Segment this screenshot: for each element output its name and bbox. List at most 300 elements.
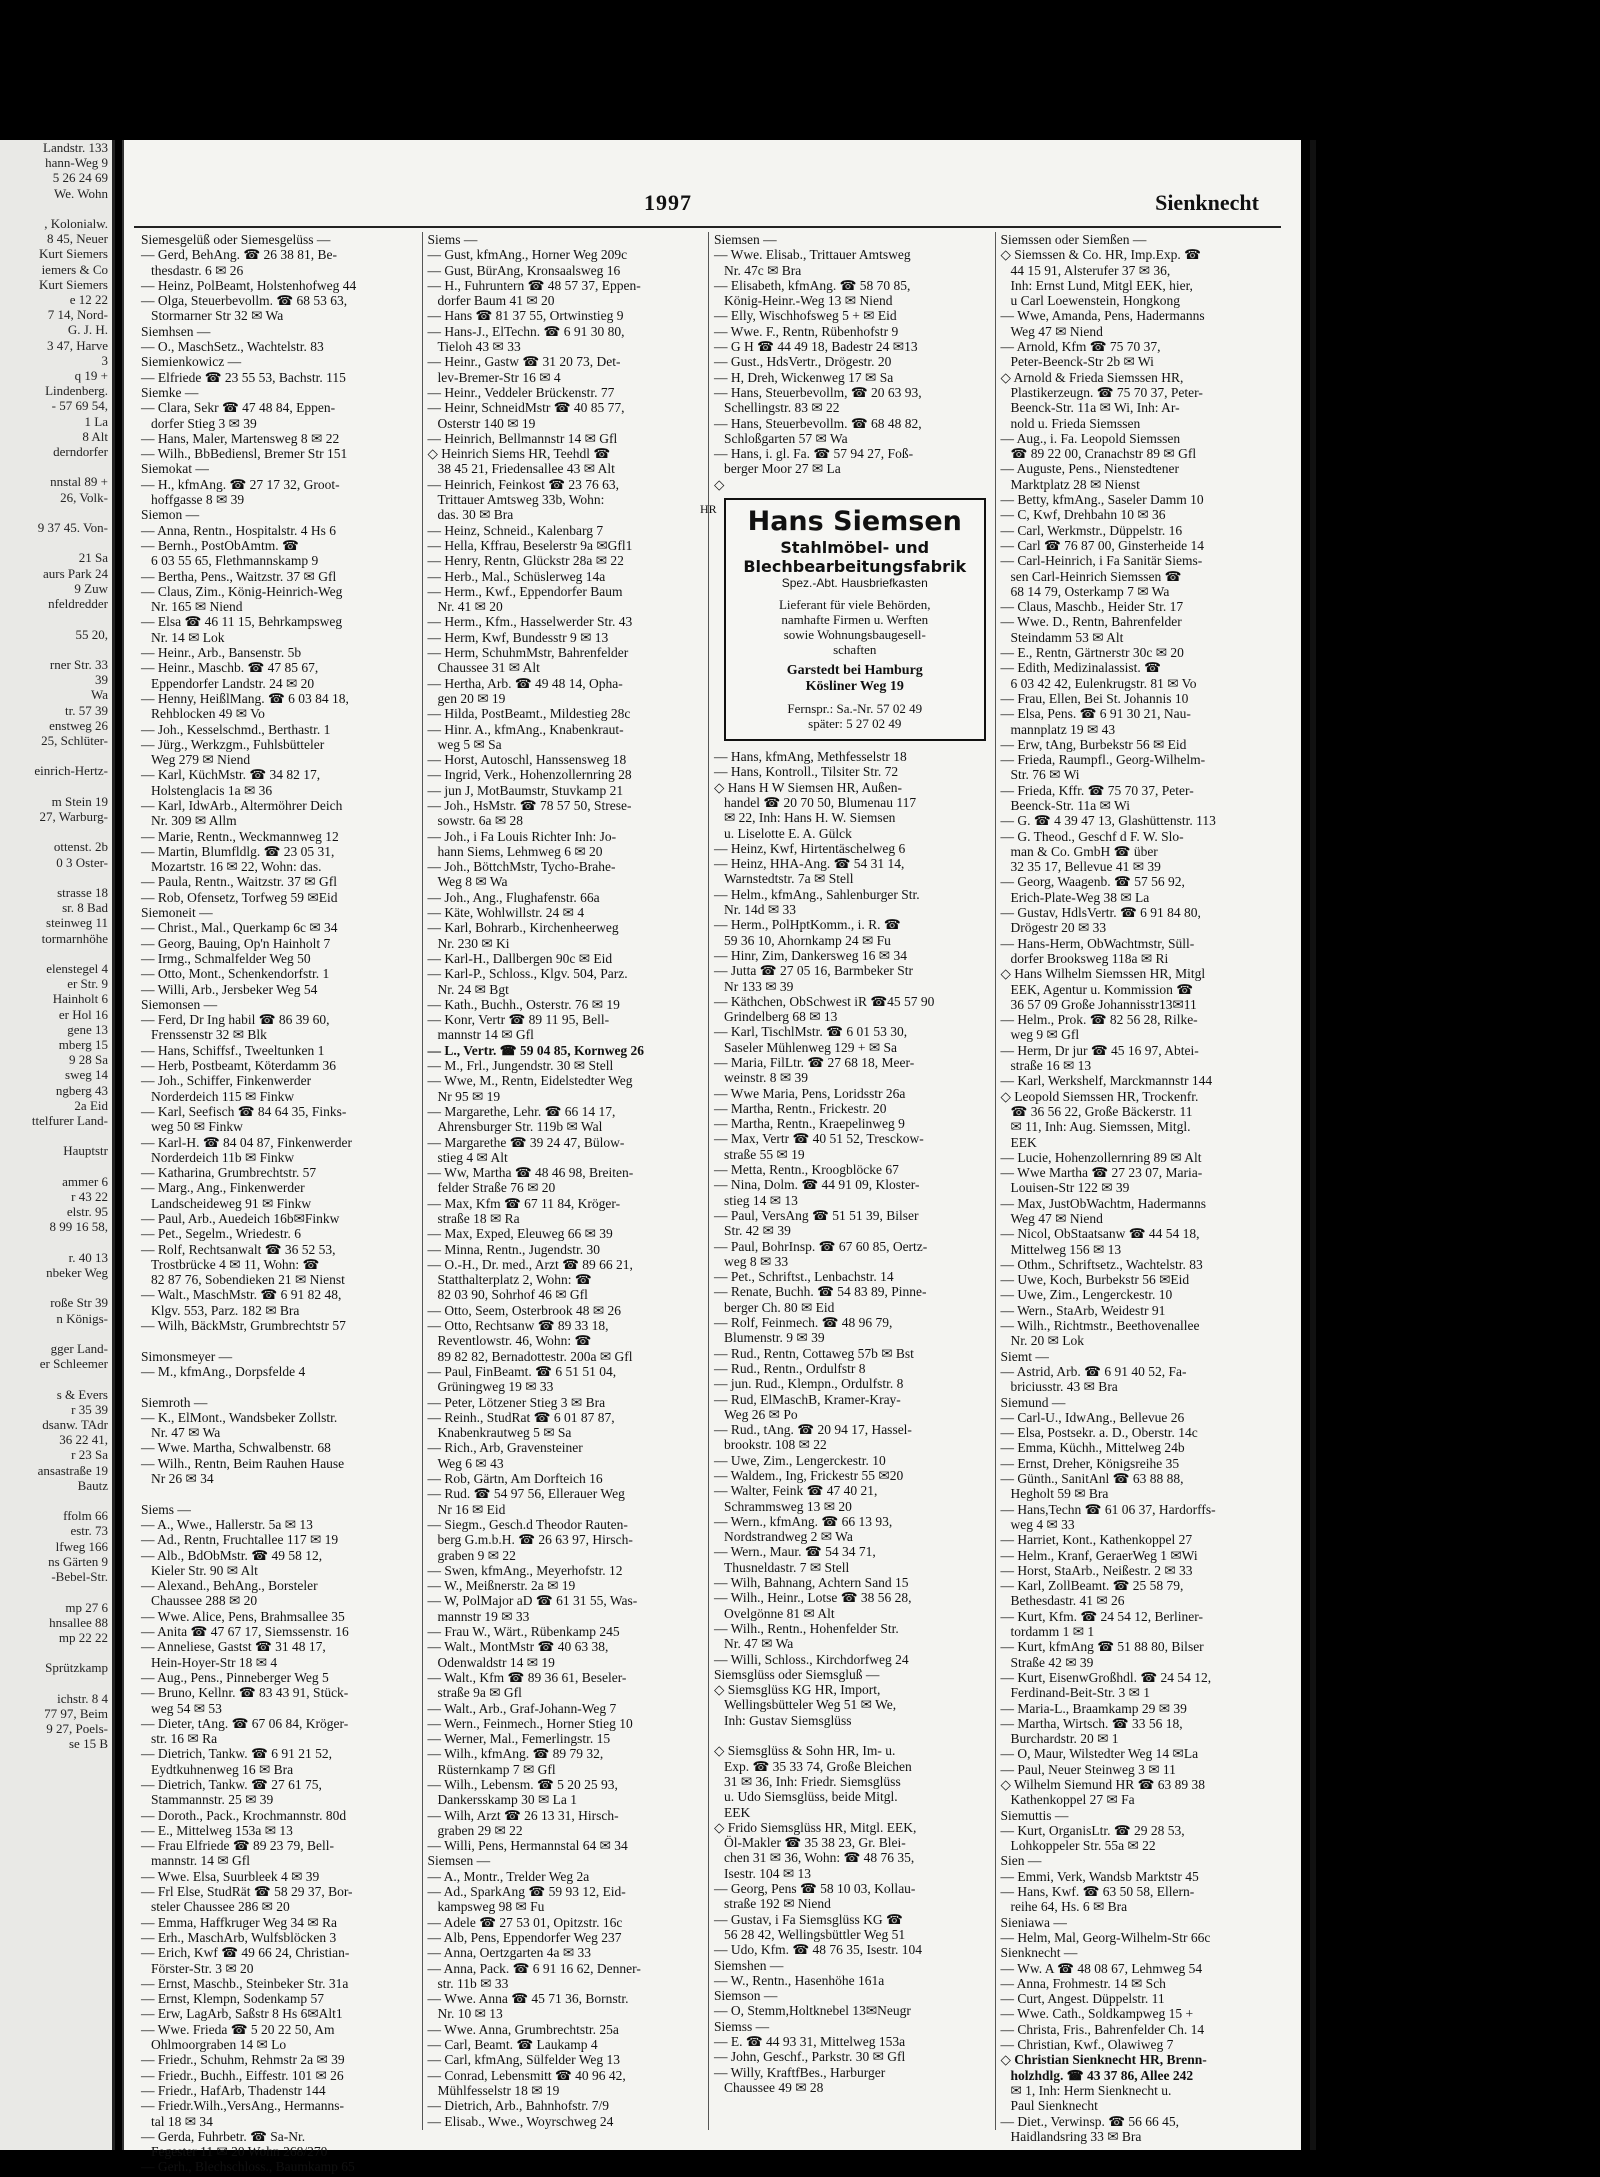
facing-page-line bbox=[0, 1280, 112, 1295]
directory-entry-line: — Anna, Rentn., Hospitalstr. 4 Hs 6 bbox=[141, 522, 336, 538]
ad-place-1: Garstedt bei Hamburg bbox=[786, 663, 923, 679]
directory-entry-line: — K., ElMont., Wandsbeker Zollstr. bbox=[141, 1409, 338, 1425]
directory-entry-line: Saseler Mühlenweg 129 + ✉ Sa bbox=[724, 1039, 898, 1055]
directory-entry-line: — Joh., BöttchMstr, Tycho-Brahe- bbox=[427, 859, 616, 875]
directory-entry-line: — Ernst, Klempn, Sodenkamp 57 bbox=[141, 1991, 324, 2007]
directory-entry-line: kampsweg 98 ✉ Fu bbox=[437, 1899, 545, 1915]
directory-entry-line: thesdastr. 6 ✉ 26 bbox=[151, 262, 244, 278]
directory-entry-line: — Erh., MaschArb, Wulfsblöcken 3 bbox=[141, 1929, 337, 1945]
directory-entry-line: — Christa, Fris., Bahrenfelder Ch. 14 bbox=[1000, 2021, 1205, 2037]
directory-entry-line: — Hans, i. gl. Fa. ☎ 57 94 27, Foß- bbox=[714, 446, 914, 462]
directory-entry-line: — Karl, Bohrarb., Kirchenheerweg bbox=[427, 920, 619, 936]
directory-entry-line: Schrammsweg 13 ✉ 20 bbox=[724, 1498, 852, 1514]
directory-entry-line: — Hinr, Zim, Dankersweg 16 ✉ 34 bbox=[714, 947, 907, 963]
directory-entry-line: Frenssenstr 32 ✉ Blk bbox=[151, 1027, 267, 1043]
directory-entry-line: — Katharina, Grumbrechtstr. 57 bbox=[141, 1165, 317, 1181]
directory-entry-line: 44 15 91, Alsterufer 37 ✉ 36, bbox=[1010, 262, 1171, 278]
directory-entry-line: EEK bbox=[1010, 1134, 1037, 1150]
directory-entry-line: — Carl ☎ 76 87 00, Ginsterheide 14 bbox=[1000, 537, 1205, 553]
directory-entry-line: — Wwe. Anna ☎ 45 71 36, Bornstr. bbox=[427, 1991, 629, 2007]
directory-entry-line: — Reinh., StudRat ☎ 6 01 87 87, bbox=[427, 1409, 615, 1425]
directory-entry-line: graben 29 ✉ 22 bbox=[437, 1822, 523, 1838]
directory-entry-line: — John, Geschf., Parkstr. 30 ✉ Gfl bbox=[714, 2049, 906, 2065]
directory-entry-line: Kathenkoppel 27 ✉ Fa bbox=[1010, 1792, 1135, 1808]
directory-entry-line: — Erw, tAng, Burbekstr 56 ✉ Eid bbox=[1000, 736, 1187, 752]
directory-entry-line: Straße 42 ✉ 39 bbox=[1010, 1654, 1094, 1670]
directory-entry-line: berg G.m.b.H. ☎ 26 63 97, Hirsch- bbox=[437, 1532, 633, 1548]
directory-entry-line: — Friedr.Wilh.,VersAng., Hermanns- bbox=[141, 2098, 345, 2114]
facing-page-line bbox=[0, 824, 112, 839]
directory-entry-line: — Karl-H. ☎ 84 04 87, Finkenwerder bbox=[141, 1134, 353, 1150]
directory-entry-line: — Horst, StaArb., Neißestr. 2 ✉ 33 bbox=[1000, 1562, 1193, 1578]
directory-entry-line: Hegholt 59 ✉ Bra bbox=[1010, 1486, 1109, 1502]
directory-entry-line: Siemke — bbox=[141, 384, 199, 400]
directory-entry-line: — Konr, Vertr ☎ 89 11 95, Bell- bbox=[427, 1012, 610, 1028]
facing-page-line: steinweg 11 bbox=[46, 915, 108, 931]
directory-entry-line: Siemuttis — bbox=[1000, 1807, 1069, 1823]
directory-entry-line: — Wilh, Arzt ☎ 26 13 31, Hirsch- bbox=[427, 1807, 619, 1823]
directory-entry-line: Weg 6 ✉ 43 bbox=[437, 1455, 504, 1471]
directory-entry-line: — Wilh, Bahnang, Achtern Sand 15 bbox=[714, 1575, 909, 1591]
directory-entry-line: Öl-Makler ☎ 35 38 23, Gr. Blei- bbox=[724, 1835, 906, 1851]
directory-entry-line: — Kurt, Kfm. ☎ 24 54 12, Berliner- bbox=[1000, 1608, 1204, 1624]
directory-entry-line: Rüsternkamp 7 ✉ Gfl bbox=[437, 1761, 556, 1777]
directory-entry-line: — Rob, Ofensetz, Torfweg 59 ✉Eid bbox=[141, 889, 338, 905]
directory-entry-line: — Helm., kfmAng., Sahlenburger Str. bbox=[714, 886, 920, 902]
directory-entry-line: Mozartstr. 16 ✉ 22, Wohn: das. bbox=[151, 859, 322, 875]
facing-page-line: nbeker Weg bbox=[46, 1265, 108, 1281]
facing-page-line: ffolm 66 bbox=[63, 1508, 108, 1524]
facing-page-line bbox=[0, 870, 112, 885]
facing-page-line bbox=[0, 535, 112, 550]
directory-entry-line: — Ernst, Maschb., Steinbeker Str. 31a bbox=[141, 1975, 349, 1991]
directory-entry-line: — Aug., i. Fa. Leopold Siemssen bbox=[1000, 430, 1181, 446]
directory-entry-line: — Frieda, Raumpfl., Georg-Wilhelm- bbox=[1000, 752, 1206, 768]
directory-entry-line: u. Udo Siemsglüss, beide Mitgl. bbox=[724, 1789, 898, 1805]
directory-entry-line: — Karl-H., Dallbergen 90c ✉ Eid bbox=[427, 950, 613, 966]
directory-entry-line: — A., Montr., Trelder Weg 2a bbox=[427, 1868, 590, 1884]
directory-entry-line: — Paula, Rentn., Waitzstr. 37 ✉ Gfl bbox=[141, 874, 337, 890]
directory-entry-line: — Jutta ☎ 27 05 16, Barmbeker Str bbox=[714, 963, 914, 979]
directory-entry-line: — jun. Rud., Klempn., Ordulfstr. 8 bbox=[714, 1376, 904, 1392]
directory-entry-line: — Lucie, Hohenzollernring 89 ✉ Alt bbox=[1000, 1149, 1202, 1165]
directory-entry-line: — Wwe, M., Rentn, Eidelstedter Weg bbox=[427, 1073, 633, 1089]
directory-entry-line: — Bertha, Pens., Waitzstr. 37 ✉ Gfl bbox=[141, 568, 337, 584]
directory-entry-line: — Kath., Buchh., Osterstr. 76 ✉ 19 bbox=[427, 996, 620, 1012]
directory-entry-line: — Willi, Pens, Hermannstal 64 ✉ 34 bbox=[427, 1838, 628, 1854]
directory-entry-line: str. 11b ✉ 33 bbox=[437, 1975, 509, 1991]
directory-entry-line: Nr 26 ✉ 34 bbox=[151, 1471, 214, 1487]
directory-entry-line: — M., Frl., Jungendstr. 30 ✉ Stell bbox=[427, 1058, 614, 1074]
directory-entry-line: Odenwaldstr 14 ✉ 19 bbox=[437, 1654, 555, 1670]
directory-entry-line: — Diet., Verwinsp. ☎ 56 66 45, bbox=[1000, 2113, 1180, 2129]
directory-entry-line: — Walter, Feink ☎ 47 40 21, bbox=[714, 1483, 878, 1499]
facing-page-line: 3 47, Harve bbox=[46, 337, 108, 353]
directory-entry-line: Paul Sienknecht bbox=[1010, 2098, 1098, 2114]
directory-entry-line: — Karl, Seefisch ☎ 84 64 35, Finks- bbox=[141, 1103, 347, 1119]
directory-entry-line: — Anna, Oertzgarten 4a ✉ 33 bbox=[427, 1945, 592, 1961]
directory-entry-line: — Metta, Rentn., Kroogblöcke 67 bbox=[714, 1162, 899, 1178]
directory-entry-line: 59 36 10, Ahornkamp 24 ✉ Fu bbox=[724, 932, 891, 948]
directory-entry-line: u Carl Loewenstein, Hongkong bbox=[1010, 293, 1180, 309]
facing-page-line bbox=[0, 1326, 112, 1341]
directory-entry-line: Grüningweg 19 ✉ 33 bbox=[437, 1379, 554, 1395]
facing-page-line: 0 3 Oster- bbox=[56, 854, 108, 870]
directory-entry-line: — Helm., Kranf, GeraerWeg 1 ✉Wi bbox=[1000, 1547, 1198, 1563]
directory-entry-line: — Günth., SanitAnl ☎ 63 88 88, bbox=[1000, 1471, 1184, 1487]
directory-entry-line: — Wwe. Frieda ☎ 5 20 22 50, Am bbox=[141, 2021, 335, 2037]
facing-page-line: 8 Alt bbox=[82, 428, 108, 444]
directory-entry-line: sen Carl-Heinrich Siemssen ☎ bbox=[1010, 568, 1182, 584]
directory-entry-line: — Marie, Rentn., Weckmannweg 12 bbox=[141, 828, 339, 844]
directory-entry-line: — Joh., Kesselschmd., Berthastr. 1 bbox=[141, 721, 331, 737]
directory-entry-line: Blumenstr. 9 ✉ 39 bbox=[724, 1330, 825, 1346]
facing-page-line: 39 bbox=[95, 672, 108, 688]
directory-entry-line: — Joh., HsMstr. ☎ 78 57 50, Strese- bbox=[427, 797, 632, 813]
facing-page-line: estr. 73 bbox=[70, 1523, 108, 1539]
directory-entry-line: — Wilh., BbBediensl, Bremer Str 151 bbox=[141, 446, 348, 462]
page-number: 1997 bbox=[644, 190, 692, 215]
directory-entry-line: — Betty, kfmAng., Saseler Damm 10 bbox=[1000, 492, 1204, 508]
directory-entry-line: — Renate, Buchh. ☎ 54 83 89, Pinne- bbox=[714, 1284, 927, 1300]
directory-entry-line: — Hinr. A., kfmAng., Knabenkraut- bbox=[427, 721, 624, 737]
directory-entry-line: — Swen, kfmAng., Meyerhofstr. 12 bbox=[427, 1562, 623, 1578]
directory-entry-line: — Clara, Sekr ☎ 47 48 84, Eppen- bbox=[141, 400, 336, 416]
facing-page-line: 1 La bbox=[84, 413, 108, 429]
directory-entry-line: 89 82 82, Bernadottestr. 200a ✉ Gfl bbox=[437, 1348, 633, 1364]
directory-entry-line: — M., kfmAng., Dorpsfelde 4 bbox=[141, 1363, 306, 1379]
directory-entry-line: Str. 42 ✉ 39 bbox=[724, 1223, 791, 1239]
column-3 bbox=[700, 232, 996, 2130]
directory-entry-line: — Minna, Rentn., Jugendstr. 30 bbox=[427, 1241, 600, 1257]
directory-entry-line: — Herm, Dr jur ☎ 45 16 97, Abtei- bbox=[1000, 1042, 1199, 1058]
directory-entry-line: — Herm., Kfm., Hasselwerder Str. 43 bbox=[427, 614, 633, 630]
directory-entry-line: Nr. 24 ✉ Bgt bbox=[437, 981, 509, 997]
directory-entry-line: — Nina, Dolm. ☎ 44 91 09, Kloster- bbox=[714, 1177, 920, 1193]
directory-entry-line: — Helm, Mal, Georg-Wilhelm-Str 66c bbox=[1000, 1929, 1211, 1945]
directory-entry-line: — Joh., Ang., Flughafenstr. 66a bbox=[427, 889, 600, 905]
facing-page-line: 36 22 41, bbox=[59, 1432, 108, 1448]
ad-title: Hans Siemsen bbox=[747, 506, 962, 538]
facing-page-line: rner Str. 33 bbox=[49, 656, 108, 672]
directory-entry-line: 36 57 09 Große Johannisstr13✉11 bbox=[1010, 996, 1197, 1012]
directory-entry-line: — Elly, Wischhofsweg 5 + ✉ Eid bbox=[714, 308, 897, 324]
directory-entry-line: 6 03 42 42, Eulenkrugstr. 81 ✉ Vo bbox=[1010, 675, 1197, 691]
directory-entry-line: — A., Wwe., Hallerstr. 5a ✉ 13 bbox=[141, 1516, 313, 1532]
directory-entry-line: — Ww, Martha ☎ 48 46 98, Breiten- bbox=[427, 1165, 634, 1181]
directory-entry-line: Nr. 47 ✉ Wa bbox=[724, 1636, 794, 1652]
directory-entry-line: Ferdinand-Beit-Str. 3 ✉ 1 bbox=[1010, 1685, 1151, 1701]
directory-entry-line: — Gerda, Fuhrbetr. ☎ Sa-Nr. bbox=[141, 2128, 306, 2144]
directory-entry-line: — Ferd, Dr Ing habil ☎ 86 39 60, bbox=[141, 1012, 330, 1028]
directory-entry-line: — Gerd, BehAng. ☎ 26 38 81, Be- bbox=[141, 247, 338, 263]
directory-entry-line: — Friedr., Buchh., Eiffestr. 101 ✉ 26 bbox=[141, 2067, 344, 2083]
directory-entry-line: Landscheideweg 91 ✉ Finkw bbox=[151, 1195, 312, 1211]
directory-entry-line: Nr. 309 ✉ Allm bbox=[151, 813, 237, 829]
directory-entry-line: Siemienkowicz — bbox=[141, 354, 242, 370]
directory-entry-line: — Walt., Arb., Graf-Johann-Weg 7 bbox=[427, 1700, 617, 1716]
facing-page-line: G. J. H. bbox=[67, 322, 108, 338]
directory-entry-line: — Curt, Angest. Düppelstr. 11 bbox=[1000, 1991, 1165, 2007]
facing-page-line: elstr. 95 bbox=[66, 1204, 108, 1220]
directory-entry-line: Rehblocken 49 ✉ Vo bbox=[151, 706, 265, 722]
directory-entry-line: — Martha, Rentn., Kraepelinweg 9 bbox=[714, 1116, 905, 1132]
directory-entry-line: — L., Vertr. ☎ 59 04 85, Kornweg 26 bbox=[427, 1042, 645, 1058]
directory-entry-line: — Otto, Mont., Schenkendorfstr. 1 bbox=[141, 966, 330, 982]
facing-page-line: 25, Schlüter- bbox=[41, 732, 108, 748]
directory-entry-line: — Wwe. Elsa, Suurbleek 4 ✉ 39 bbox=[141, 1868, 320, 1884]
directory-entry-line: — Herb., Mal., Schüslerweg 14a bbox=[427, 568, 606, 584]
directory-entry-line: — Hella, Kffrau, Beselerstr 9a ✉Gfl1 bbox=[427, 537, 633, 553]
directory-entry-line: Trostbrücke 4 ✉ 11, Wohn: ☎ bbox=[151, 1256, 320, 1272]
facing-page-line bbox=[0, 1159, 112, 1174]
directory-entry-line: — Claus, Maschb., Heider Str. 17 bbox=[1000, 599, 1184, 615]
directory-entry-line: — Heinz, PolBeamt, Holstenhofweg 44 bbox=[141, 277, 357, 293]
directory-entry-line: Siemss — bbox=[714, 2018, 770, 2034]
directory-entry-line: tal 18 ✉ 34 bbox=[151, 2113, 213, 2129]
directory-entry-line: — Wilh., kfmAng. ☎ 89 79 32, bbox=[427, 1746, 604, 1762]
facing-page-line bbox=[0, 505, 112, 520]
directory-entry-line: — Dieter, tAng. ☎ 67 06 84, Kröger- bbox=[141, 1715, 349, 1731]
directory-entry-line: — Käte, Wohlwillstr. 24 ✉ 4 bbox=[427, 905, 585, 921]
directory-entry-line: Siemokat — bbox=[141, 461, 209, 477]
facing-page-line: 9 Zuw bbox=[74, 580, 108, 596]
directory-entry-line: — Henry, Rentn, Glückstr 28a ✉ 22 bbox=[427, 553, 624, 569]
facing-page-line: r 43 22 bbox=[71, 1189, 108, 1205]
directory-entry-line: — Herm, SchuhmMstr, Bahrenfelder bbox=[427, 645, 629, 661]
directory-entry-line: — Walt., MontMstr ☎ 40 63 38, bbox=[427, 1639, 609, 1655]
facing-page-line: sr. 8 Bad bbox=[62, 900, 108, 916]
directory-entry-line: — Anneliese, Gastst ☎ 31 48 17, bbox=[141, 1639, 326, 1655]
directory-entry-line: — Hans, Steuerbevollm, ☎ 20 63 93, bbox=[714, 384, 922, 400]
directory-entry-line: berger Ch. 80 ✉ Eid bbox=[724, 1299, 835, 1315]
directory-entry-line: — G. ☎ 4 39 47 13, Glashüttenstr. 113 bbox=[1000, 813, 1216, 829]
directory-entry-line: Weg 47 ✉ Niend bbox=[1010, 1211, 1103, 1226]
directory-entry-line: — Astrid, Arb. ☎ 6 91 40 52, Fa- bbox=[1000, 1363, 1187, 1379]
directory-entry-line: Dankersskamp 30 ✉ La 1 bbox=[437, 1792, 578, 1808]
facing-page-line: 26, Volk- bbox=[60, 489, 108, 505]
directory-entry-line: — Doroth., Pack., Krochmannstr. 80d bbox=[141, 1807, 347, 1823]
directory-entry-line: — Adele ☎ 27 53 01, Opitzstr. 16c bbox=[427, 1914, 623, 1930]
directory-entry-line: straße 18 ✉ Ra bbox=[437, 1211, 520, 1226]
directory-entry-line: brookstr. 108 ✉ 22 bbox=[724, 1437, 827, 1453]
directory-entry-line: Nr. 41 ✉ 20 bbox=[437, 599, 503, 615]
directory-entry-line: — Kurt, OrganisLtr. ☎ 29 28 53, bbox=[1000, 1822, 1185, 1838]
directory-page bbox=[122, 140, 1301, 2175]
directory-entry-line: str. 16 ✉ Ra bbox=[151, 1731, 218, 1747]
directory-entry-line: ◇ Hans Wilhelm Siemssen HR, Mitgl bbox=[1000, 966, 1206, 982]
directory-entry-line: — Elisabeth, kfmAng. ☎ 58 70 85, bbox=[714, 277, 911, 293]
facing-page-line bbox=[0, 459, 112, 474]
facing-page-line bbox=[0, 611, 112, 626]
directory-entry-line: — Hertha, Arb. ☎ 49 48 14, Opha- bbox=[427, 675, 623, 691]
directory-entry-line: Chaussee 288 ✉ 20 bbox=[151, 1593, 258, 1609]
directory-entry-line: — Heinrich, Bellmannstr 14 ✉ Gfl bbox=[427, 430, 618, 446]
directory-entry-line: — Erw, LagArb, Saßstr 8 Hs 6✉Alt1 bbox=[141, 2006, 343, 2022]
directory-entry-line: Siemsglüss oder Siemsgluß — bbox=[714, 1666, 880, 1682]
directory-entry-line: — Karl, ZollBeamt. ☎ 25 58 79, bbox=[1000, 1578, 1184, 1594]
directory-entry-line: — E. ☎ 44 93 31, Mittelweg 153a bbox=[714, 2033, 906, 2049]
directory-entry-line: — Ad., Rentn, Fruchtallee 117 ✉ 19 bbox=[141, 1532, 339, 1548]
directory-entry-line: stieg 4 ✉ Alt bbox=[437, 1149, 508, 1165]
directory-entry-line: graben 9 ✉ 22 bbox=[437, 1547, 516, 1563]
directory-entry-line: Ohlmoorgraben 14 ✉ Lo bbox=[151, 2037, 287, 2053]
directory-entry-line: Sien — bbox=[1000, 1853, 1042, 1869]
directory-entry-line: — Heinrich, Feinkost ☎ 23 76 63, bbox=[427, 476, 620, 492]
directory-entry-line: — Rud. ☎ 54 97 56, Ellerauer Weg bbox=[427, 1486, 625, 1502]
facing-page-line: 8 99 16 58, bbox=[49, 1219, 108, 1235]
directory-entry-line: 82 03 90, Sohrhof 46 ✉ Gfl bbox=[437, 1287, 588, 1303]
directory-entry-line: — Uwe, Zim., Lengerckestr. 10 bbox=[714, 1452, 886, 1468]
directory-entry-line: — Wwe. Anna, Grumbrechtstr. 25a bbox=[427, 2021, 619, 2037]
facing-page-line: ottenst. 2b bbox=[53, 839, 108, 855]
directory-entry-line: — Rolf, Feinmech. ☎ 48 96 79, bbox=[714, 1315, 893, 1331]
directory-entry-line: — Heinr., Gastw ☎ 31 20 73, Det- bbox=[427, 354, 621, 370]
directory-entry-line: Norderdeich 11b ✉ Finkw bbox=[151, 1149, 295, 1165]
directory-entry-line: — Hans, Kontroll., Tilsiter Str. 72 bbox=[714, 764, 899, 780]
directory-entry-line: — Kurt, kfmAng ☎ 51 88 80, Bilser bbox=[1000, 1639, 1204, 1655]
directory-entry-line: — Carl-U., IdwAng., Bellevue 26 bbox=[1000, 1409, 1185, 1425]
facing-page-line bbox=[0, 779, 112, 794]
directory-entry-line: Inh: Gustav Siemsglüss bbox=[724, 1712, 852, 1728]
directory-entry-line: ◇ Leopold Siemssen HR, Trockenfr. bbox=[1000, 1088, 1199, 1104]
directory-entry-line: — Henny, HeißlMang. ☎ 6 03 84 18, bbox=[141, 690, 349, 706]
directory-entry-line: Beenck-Str. 11a ✉ Wi bbox=[1010, 797, 1130, 813]
directory-entry-line: — Hans, Steuerbevollm. ☎ 68 48 82, bbox=[714, 415, 922, 431]
facing-page-line: 3 bbox=[101, 352, 108, 368]
facing-page-line bbox=[0, 1645, 112, 1660]
directory-entry-line: — Ad., SparkAng ☎ 59 93 12, Eid- bbox=[427, 1884, 626, 1900]
directory-entry-line bbox=[714, 1728, 990, 1743]
facing-page-line: 7 14, Nord- bbox=[47, 307, 108, 323]
directory-entry-line: — Georg, Waagenb. ☎ 57 56 92, bbox=[1000, 874, 1185, 890]
directory-entry-line: — Jürg., Werkzgm., Fuhlsbütteler bbox=[141, 736, 325, 752]
directory-entry-line: — Udo, Kfm. ☎ 48 76 35, Isestr. 104 bbox=[714, 1942, 923, 1958]
facing-page-fragment bbox=[0, 140, 115, 2150]
directory-entry-line: Haidlandsring 33 ✉ Bra bbox=[1010, 2128, 1142, 2144]
facing-page-line: 2a Eid bbox=[74, 1097, 108, 1113]
directory-entry-line: — Heinz, Schneid., Kalenbarg 7 bbox=[427, 522, 604, 538]
directory-entry-line: Wellingsbütteler Weg 51 ✉ We, bbox=[724, 1697, 897, 1713]
directory-entry-line: Weg 8 ✉ Wa bbox=[437, 874, 508, 890]
facing-page-line: 9 27, Poels- bbox=[46, 1721, 108, 1737]
facing-page-line bbox=[0, 1371, 112, 1386]
directory-entry-line: — Wern., Maur. ☎ 54 34 71, bbox=[714, 1544, 876, 1560]
directory-entry-line: Siemhsen — bbox=[141, 323, 211, 339]
directory-entry-line: — Max, JustObWachtm, Hadermanns bbox=[1000, 1195, 1206, 1211]
directory-entry-line: — Martha, Rentn., Frickestr. 20 bbox=[714, 1100, 887, 1116]
facing-page-line: er Str. 9 bbox=[67, 976, 108, 992]
directory-entry-line: Lohkoppeler Str. 55a ✉ 22 bbox=[1010, 1838, 1156, 1854]
directory-entry-line: — Werner, Mal., Femerlingstr. 15 bbox=[427, 1731, 611, 1747]
facing-page-line: ns Gärten 9 bbox=[48, 1553, 108, 1569]
facing-page-line: 27, Warburg- bbox=[39, 808, 108, 824]
directory-entry-line: — Wilh., Rentn, Beim Rauhen Hause bbox=[141, 1455, 345, 1471]
directory-entry-line: chen 31 ✉ 36, Wohn: ☎ 48 76 35, bbox=[724, 1850, 915, 1866]
directory-entry-line: — Max, Vertr ☎ 40 51 52, Tresckow- bbox=[714, 1131, 924, 1147]
directory-entry-line: weg 4 ✉ 33 bbox=[1010, 1516, 1075, 1532]
directory-entry-line: — Helm., Prok. ☎ 82 56 28, Rilke- bbox=[1000, 1012, 1198, 1028]
facing-page-line: n Königs- bbox=[56, 1310, 108, 1326]
directory-entry-line: — Max, Kfm ☎ 67 11 84, Kröger- bbox=[427, 1195, 621, 1211]
directory-entry-line: — G. Theod., Geschf d F. W. Slo- bbox=[1000, 828, 1184, 844]
directory-entry-line: dorfer Brooksweg 118a ✉ Ri bbox=[1010, 950, 1169, 966]
directory-entry-line: — Carl-Heinrich, i Fa Sanitär Siems- bbox=[1000, 553, 1203, 569]
directory-entry-line: Plastikerzeugn. ☎ 75 70 37, Peter- bbox=[1010, 384, 1203, 400]
directory-entry-line: Reventlowstr. 46, Wohn: ☎ bbox=[437, 1333, 592, 1349]
directory-entry-line: Tieloh 43 ✉ 33 bbox=[437, 339, 521, 355]
directory-entry-line: — Frau Elfriede ☎ 89 23 79, Bell- bbox=[141, 1838, 335, 1854]
advertisement-box bbox=[724, 498, 986, 741]
facing-page-line: ngberg 43 bbox=[55, 1082, 108, 1098]
directory-entry-line: Sienknecht — bbox=[1000, 1945, 1078, 1961]
facing-page-line: er Schleemer bbox=[39, 1356, 108, 1372]
directory-entry-line: — O.-H., Dr. med., Arzt ☎ 89 66 21, bbox=[427, 1256, 633, 1272]
directory-entry-line: Nr. 47c ✉ Bra bbox=[724, 262, 802, 278]
directory-entry-line: Nr. 230 ✉ Ki bbox=[437, 935, 510, 951]
directory-entry-line: Weg 47 ✉ Niend bbox=[1010, 323, 1103, 339]
directory-entry-line: — Wilh., Heinr., Lotse ☎ 38 56 28, bbox=[714, 1590, 912, 1606]
facing-page-line: nnstal 89 + bbox=[50, 474, 108, 490]
directory-entry-line: — Friedr., Schuhm, Rehmstr 2a ✉ 39 bbox=[141, 2052, 345, 2068]
directory-entry-line: mannstr 14 ✉ Gfl bbox=[437, 1027, 534, 1043]
column-2 bbox=[423, 232, 710, 2130]
directory-entry-line: — Maria-L., Braamkamp 29 ✉ 39 bbox=[1000, 1700, 1187, 1716]
directory-entry-line: Ovelgönne 81 ✉ Alt bbox=[724, 1605, 835, 1621]
directory-entry-line: — Hans, Schiffsf., Tweeltunken 1 bbox=[141, 1042, 325, 1058]
directory-entry-line: — Rud, ElMaschB, Kramer-Kray- bbox=[714, 1391, 901, 1407]
directory-entry-line: Str. 76 ✉ Wi bbox=[1010, 767, 1080, 783]
directory-entry-line: hoffgasse 8 ✉ 39 bbox=[151, 492, 245, 508]
facing-page-line: Hauptstr bbox=[63, 1143, 108, 1159]
directory-entry-line: Holstenglacis 1a ✉ 36 bbox=[151, 782, 273, 798]
facing-page-line: sweg 14 bbox=[65, 1067, 108, 1083]
ad-subtitle-2: Blechbearbeitungsfabrik bbox=[743, 557, 967, 577]
directory-entry-line: Siemesgelüß oder Siemesgelüss — bbox=[141, 232, 331, 247]
directory-entry-line: Isestr. 104 ✉ 13 bbox=[724, 1865, 812, 1881]
directory-entry-line: Nr. 14 ✉ Lok bbox=[151, 629, 225, 645]
directory-entry-line: mannstr 19 ✉ 33 bbox=[437, 1608, 530, 1624]
directory-entry-line: — Herm., PolHptKomm., i. R. ☎ bbox=[714, 917, 901, 933]
directory-entry-line: — Willi, Schloss., Kirchdorfweg 24 bbox=[714, 1651, 909, 1667]
directory-entry-line: 6 03 55 65, Flethmannskamp 9 bbox=[151, 553, 319, 569]
facing-page-line bbox=[0, 1676, 112, 1691]
facing-page-line: r 35 39 bbox=[71, 1401, 108, 1417]
directory-entry-line: — Gustav, HdlsVertr. ☎ 6 91 84 80, bbox=[1000, 905, 1201, 921]
directory-entry-line: — Christ., Mal., Querkamp 6c ✉ 34 bbox=[141, 920, 338, 936]
facing-page-line: ammer 6 bbox=[62, 1173, 108, 1189]
directory-entry-line: Nr. 165 ✉ Niend bbox=[151, 599, 243, 615]
facing-page-line: 21 Sa bbox=[78, 550, 108, 566]
directory-entry-line: Grindelberg 68 ✉ 13 bbox=[724, 1009, 838, 1025]
facing-page-line: se 15 B bbox=[69, 1736, 108, 1752]
directory-entry-line: mannplatz 19 ✉ 43 bbox=[1010, 721, 1116, 737]
facing-page-line: hann-Weg 9 bbox=[45, 155, 108, 171]
directory-entry-line: — W, PolMajor aD ☎ 61 31 55, Was- bbox=[427, 1593, 638, 1609]
directory-entry-line: Knabenkrautweg 5 ✉ Sa bbox=[437, 1425, 572, 1441]
directory-entry-line: — Georg, Bauing, Op'n Hainholt 7 bbox=[141, 935, 331, 951]
directory-entry-line: — Herm, Kwf, Bundesstr 9 ✉ 13 bbox=[427, 629, 609, 645]
directory-entry-line: — Carl, kfmAng, Sülfelder Weg 13 bbox=[427, 2052, 621, 2068]
facing-page-line: q 19 + bbox=[74, 368, 108, 384]
directory-entry-line: — Heinr., Maschb. ☎ 47 85 67, bbox=[141, 660, 319, 676]
directory-entry-line: — Wern., kfmAng. ☎ 66 13 93, bbox=[714, 1513, 893, 1529]
directory-entry-line: felder Straße 76 ✉ 20 bbox=[437, 1180, 556, 1196]
directory-entry-line: 68 14 79, Osterkamp 7 ✉ Wa bbox=[1010, 583, 1170, 599]
ad-phone-2: später: 5 27 02 49 bbox=[808, 716, 902, 732]
directory-entry-line: — Conrad, Lebensmitt ☎ 40 96 42, bbox=[427, 2067, 626, 2083]
directory-entry-line: — Rob, Gärtn, Am Dorfteich 16 bbox=[427, 1471, 603, 1487]
